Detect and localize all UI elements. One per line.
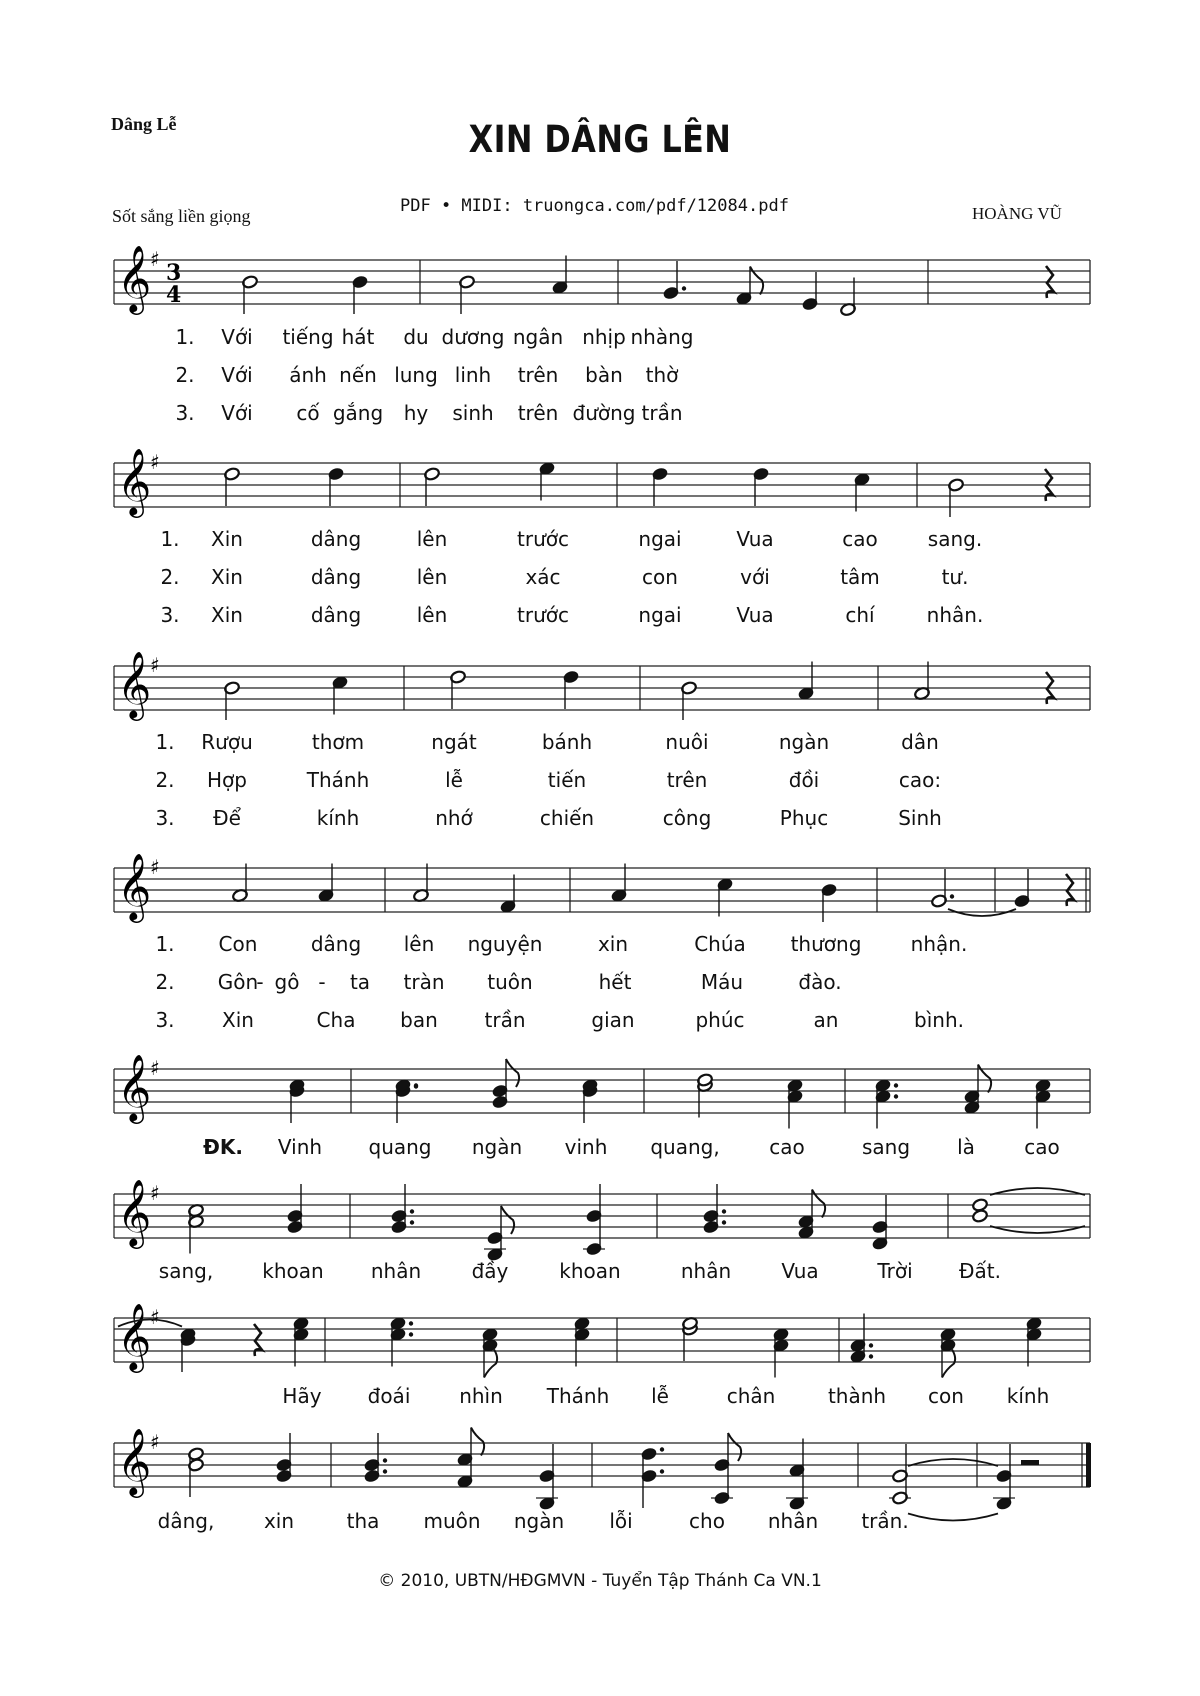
time-signature-bottom: 4 xyxy=(166,282,182,308)
lyric-syllable: Hãy xyxy=(282,1384,322,1408)
lyric-syllable: trần xyxy=(641,401,683,425)
lyric-syllable: đầy xyxy=(471,1259,509,1283)
final-barline xyxy=(1086,1443,1091,1487)
augmentation-dot xyxy=(410,1209,414,1213)
augmentation-dot xyxy=(383,1458,387,1462)
lyric-syllable: cố xyxy=(296,401,320,425)
lyric-syllable: nhịp xyxy=(582,325,626,349)
key-signature-sharp: ♯ xyxy=(150,1430,160,1454)
lyric-syllable: - xyxy=(256,970,264,994)
lyric-syllable: Đất. xyxy=(959,1259,1001,1283)
lyric-syllable: thành xyxy=(827,1384,887,1408)
lyric-syllable: Vua xyxy=(736,603,774,627)
lyric-syllable: kính xyxy=(316,806,360,830)
key-signature-sharp: ♯ xyxy=(150,1305,160,1329)
lyric-syllable: Sinh xyxy=(898,806,942,830)
lyric-syllable: tâm xyxy=(840,565,880,589)
lyric-syllable: trên xyxy=(666,768,708,792)
lyric-syllable: Xin xyxy=(211,565,243,589)
lyric-syllable: sang, xyxy=(158,1259,214,1283)
lyric-syllable: với xyxy=(740,565,770,589)
lyric-syllable: cao xyxy=(1024,1135,1060,1159)
treble-clef-icon: 𝄞 xyxy=(117,650,152,718)
verse-number: 2. xyxy=(155,768,175,792)
lyric-syllable: nhìn xyxy=(459,1384,503,1408)
staff-system-4 xyxy=(114,852,1090,923)
treble-clef-icon: 𝄞 xyxy=(117,1053,152,1121)
time-signature-top: 3 xyxy=(166,260,182,286)
composer-name: HOÀNG VŨ xyxy=(972,204,1062,223)
key-signature-sharp: ♯ xyxy=(150,855,160,879)
verse-number: 3. xyxy=(175,401,195,425)
lyric-syllable: Trời xyxy=(877,1259,913,1283)
augmentation-dot xyxy=(660,1447,664,1451)
lyric-syllable: ngát xyxy=(431,730,477,754)
lyric-syllable: con xyxy=(642,565,678,589)
lyric-syllable: trên xyxy=(517,363,559,387)
lyric-syllable: ta xyxy=(349,970,371,994)
lyric-syllable: ngai xyxy=(638,527,682,551)
lyric-syllable: khoan xyxy=(559,1259,621,1283)
refrain-label: ĐK. xyxy=(203,1135,243,1159)
lyric-syllable: Vua xyxy=(736,527,774,551)
lyric-syllable: Chúa xyxy=(694,932,746,956)
lyric-syllable: tha xyxy=(346,1509,380,1533)
lyric-syllable: Xin xyxy=(222,1008,254,1032)
note-flag xyxy=(501,1206,514,1234)
lyric-syllable: tràn xyxy=(403,970,445,994)
notehead xyxy=(972,1198,989,1212)
treble-clef-icon: 𝄞 xyxy=(117,1427,152,1495)
lyric-syllable: ngàn xyxy=(513,1509,565,1533)
lyric-syllable: linh xyxy=(454,363,492,387)
augmentation-dot xyxy=(894,1083,898,1087)
lyric-syllable: bình. xyxy=(914,1008,964,1032)
lyric-syllable: tuôn xyxy=(487,970,533,994)
augmentation-dot xyxy=(722,1220,726,1224)
lyric-syllable: Xin xyxy=(211,603,243,627)
lyric-syllable: lên xyxy=(416,527,448,551)
staff-system-1 xyxy=(114,244,1090,317)
staff-system-8 xyxy=(114,1427,1091,1521)
lyric-syllable: trước xyxy=(517,527,569,551)
lyric-syllable: tiếng xyxy=(282,325,334,349)
tie xyxy=(908,1514,998,1521)
lyric-syllable: dâng, xyxy=(157,1509,215,1533)
lyric-syllable: xin xyxy=(597,932,629,956)
source-link[interactable]: PDF • MIDI: truongca.com/pdf/12084.pdf xyxy=(400,196,789,216)
verse-number: 2. xyxy=(175,363,195,387)
lyric-syllable: xác xyxy=(525,565,561,589)
lyric-syllable: phúc xyxy=(695,1008,745,1032)
lyric-syllable: ngai xyxy=(638,603,682,627)
lyric-syllable: trần xyxy=(484,1008,526,1032)
lyric-syllable: ánh xyxy=(289,363,327,387)
lyric-syllable: cao xyxy=(842,527,878,551)
lyric-syllable: nhân xyxy=(767,1509,819,1533)
key-signature-sharp: ♯ xyxy=(150,1181,160,1205)
lyric-syllable: cho xyxy=(689,1509,725,1533)
augmentation-dot xyxy=(414,1083,418,1087)
lyric-syllable: thơm xyxy=(311,730,365,754)
lyric-syllable: du xyxy=(403,325,429,349)
note-flag xyxy=(728,1433,741,1461)
augmentation-dot xyxy=(869,1343,873,1347)
lyric-syllable: Con xyxy=(218,932,258,956)
lyric-syllable: cao: xyxy=(898,768,942,792)
lyric-syllable: - xyxy=(318,970,326,994)
note-flag xyxy=(471,1428,484,1456)
verse-number: 3. xyxy=(160,603,180,627)
staff-system-3 xyxy=(114,650,1090,721)
lyric-syllable: quang, xyxy=(650,1135,720,1159)
lyric-syllable: lỗi xyxy=(609,1509,633,1533)
lyric-syllable: Vua xyxy=(781,1259,819,1283)
lyric-syllable: trên xyxy=(517,401,559,425)
lyric-syllable: dương xyxy=(441,325,505,349)
lyric-syllable: sinh xyxy=(452,401,494,425)
lyric-syllable: ban xyxy=(400,1008,438,1032)
lyric-syllable: thương xyxy=(790,932,862,956)
lyric-syllable: dân xyxy=(901,730,939,754)
lyric-syllable: khoan xyxy=(262,1259,324,1283)
lyric-syllable: dâng xyxy=(310,565,362,589)
lyric-syllable: nhân xyxy=(370,1259,422,1283)
lyric-syllable: tiến xyxy=(547,768,587,792)
key-signature-sharp: ♯ xyxy=(150,1056,160,1080)
note-flag xyxy=(506,1059,519,1087)
treble-clef-icon: 𝄞 xyxy=(117,1302,152,1370)
staff-system-7 xyxy=(114,1302,1090,1378)
lyric-syllable: nuôi xyxy=(665,730,709,754)
staff-system-5 xyxy=(114,1053,1090,1129)
lyric-syllable: xin xyxy=(263,1509,295,1533)
lyric-syllable: gian xyxy=(591,1008,635,1032)
augmentation-dot xyxy=(410,1220,414,1224)
lyric-syllable: Hợp xyxy=(207,768,247,792)
half-rest xyxy=(1021,1460,1039,1465)
lyric-syllable: ngân xyxy=(512,325,564,349)
lyric-syllable: Xin xyxy=(211,527,243,551)
lyric-syllable: tư. xyxy=(941,565,969,589)
lyric-syllable: Với xyxy=(221,401,253,425)
lyric-syllable: Vinh xyxy=(277,1135,323,1159)
lyric-syllable: bàn xyxy=(585,363,623,387)
treble-clef-icon: 𝄞 xyxy=(117,1178,152,1246)
lyric-syllable: sang. xyxy=(927,527,983,551)
verse-number: 2. xyxy=(155,970,175,994)
lyric-syllable: Thánh xyxy=(306,768,370,792)
lyric-syllable: lên xyxy=(416,603,448,627)
lyric-syllable: con xyxy=(928,1384,964,1408)
lyric-syllable: lên xyxy=(416,565,448,589)
key-signature-sharp: ♯ xyxy=(150,653,160,677)
song-title: XIN DÂNG LÊN xyxy=(468,118,732,161)
lyric-syllable: Rượu xyxy=(201,730,253,754)
lyric-syllable: nhân xyxy=(680,1259,732,1283)
lyric-syllable: dâng xyxy=(310,603,362,627)
lyric-syllable: lễ xyxy=(651,1384,669,1408)
lyric-syllable: hết xyxy=(598,970,632,994)
lyric-syllable: quang xyxy=(368,1135,432,1159)
lyric-syllable: ngàn xyxy=(471,1135,523,1159)
lyric-syllable: trần. xyxy=(861,1509,909,1533)
augmentation-dot xyxy=(409,1332,413,1336)
lyric-syllable: đồi xyxy=(788,768,820,792)
verse-number: 3. xyxy=(155,806,175,830)
lyric-syllable: trước xyxy=(517,603,569,627)
tempo-marking: Sốt sắng liền giọng xyxy=(112,206,251,226)
lyric-syllable: hy xyxy=(403,401,429,425)
treble-clef-icon: 𝄞 xyxy=(117,447,152,515)
verse-number: 1. xyxy=(175,325,195,349)
lyric-syllable: nhân. xyxy=(926,603,984,627)
lyric-syllable: an xyxy=(813,1008,839,1032)
lyric-syllable: chân xyxy=(726,1384,776,1408)
lyric-syllable: Để xyxy=(213,806,241,830)
verse-number: 3. xyxy=(155,1008,175,1032)
lyric-syllable: là xyxy=(957,1135,975,1159)
augmentation-dot xyxy=(869,1354,873,1358)
verse-number: 1. xyxy=(155,730,175,754)
lyric-syllable: Máu xyxy=(700,970,744,994)
lyric-syllable: Cha xyxy=(316,1008,356,1032)
lyric-syllable: nhận. xyxy=(910,932,968,956)
treble-clef-icon: 𝄞 xyxy=(117,852,152,920)
lyric-syllable: Với xyxy=(221,325,253,349)
lyric-syllable: Với xyxy=(221,363,253,387)
lyric-syllable: bánh xyxy=(541,730,593,754)
lyric-syllable: công xyxy=(662,806,712,830)
lyric-syllable: đoái xyxy=(367,1384,411,1408)
lyric-syllable: gắng xyxy=(332,401,384,425)
lyric-syllable: nhàng xyxy=(630,325,694,349)
lyric-syllable: lễ xyxy=(445,768,463,792)
treble-clef-icon: 𝄞 xyxy=(117,244,152,312)
lyric-syllable: vinh xyxy=(564,1135,608,1159)
note-flag xyxy=(942,1350,955,1378)
lyric-syllable: nhớ xyxy=(435,806,473,830)
lyric-syllable: gô xyxy=(274,970,300,994)
lyric-syllable: cao xyxy=(769,1135,805,1159)
lyric-syllable: dâng xyxy=(310,932,362,956)
lyric-syllable: nguyện xyxy=(467,932,543,956)
verse-number: 1. xyxy=(155,932,175,956)
lyric-syllable: nến xyxy=(339,363,377,387)
key-signature-sharp: ♯ xyxy=(150,450,160,474)
lyric-syllable: lên xyxy=(403,932,435,956)
staff-system-2 xyxy=(114,447,1090,518)
augmentation-dot xyxy=(722,1209,726,1213)
lyric-syllable: ngàn xyxy=(778,730,830,754)
lyric-syllable: thờ xyxy=(645,363,679,387)
lyric-syllable: muôn xyxy=(423,1509,481,1533)
augmentation-dot xyxy=(682,286,686,290)
note-flag xyxy=(484,1350,497,1378)
category-label: Dâng Lễ xyxy=(111,114,177,134)
copyright-notice: © 2010, UBTN/HĐGMVN - Tuyển Tập Thánh Ca VN.1 xyxy=(378,1571,822,1591)
lyric-syllable: hát xyxy=(341,325,375,349)
verse-number: 2. xyxy=(160,565,180,589)
lyric-syllable: dâng xyxy=(310,527,362,551)
lyric-syllable: chiến xyxy=(539,806,595,830)
lyric-syllable: lung xyxy=(394,363,438,387)
augmentation-dot xyxy=(409,1321,413,1325)
augmentation-dot xyxy=(660,1469,664,1473)
lyric-syllable: đào. xyxy=(798,970,842,994)
augmentation-dot xyxy=(950,894,954,898)
lyric-syllable: Thánh xyxy=(546,1384,610,1408)
lyric-syllable: sang xyxy=(861,1135,911,1159)
lyric-syllable: đường xyxy=(572,401,636,425)
lyric-syllable: Phục xyxy=(779,806,829,830)
augmentation-dot xyxy=(894,1094,898,1098)
staff-system-6 xyxy=(114,1178,1090,1262)
lyric-syllable: chí xyxy=(845,603,875,627)
lyric-syllable: Gôn xyxy=(217,970,259,994)
lyric-syllable: kính xyxy=(1006,1384,1050,1408)
verse-number: 1. xyxy=(160,527,180,551)
augmentation-dot xyxy=(383,1469,387,1473)
key-signature-sharp: ♯ xyxy=(150,247,160,271)
